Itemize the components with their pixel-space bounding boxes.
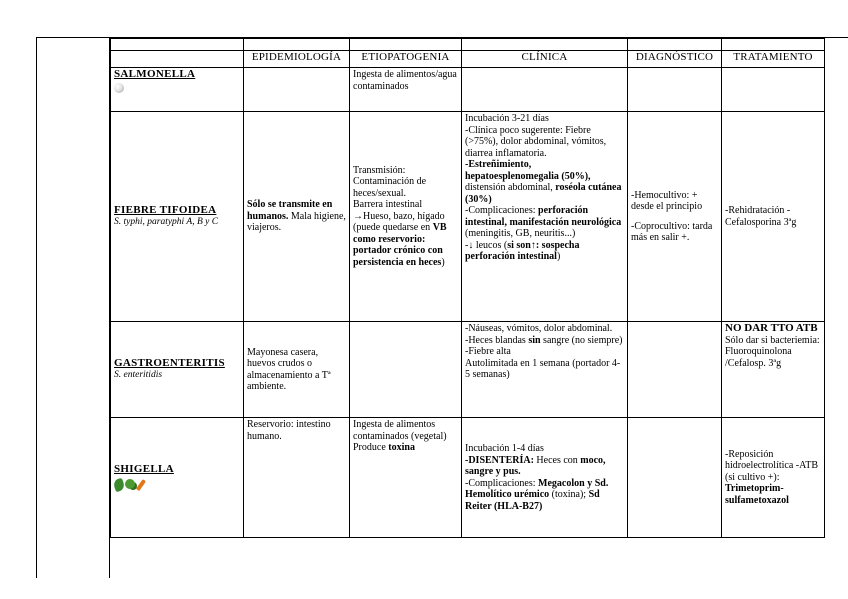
header-blank [111, 51, 244, 68]
egg-icon [114, 83, 124, 93]
tifoidea-cli-incubacion: Incubación 3-21 días [465, 113, 549, 124]
tifoidea-epi-bold: Sólo se transmite en humanos. [247, 199, 333, 222]
shigella-trat-trimetoprim: Trimetoprim-sulfametoxazol [725, 483, 789, 506]
header-etiopatogenia: ETIOPATOGENIA [350, 51, 462, 68]
shigella-name: SHIGELLA [114, 463, 174, 476]
tifoidea-etio-close: ) [441, 256, 445, 268]
shigella-etio-produce: Produce [353, 442, 386, 453]
row-tifoidea [111, 112, 825, 322]
tifoidea-etio-barrera: Barrera intestinal →Hueso, bazo, hígado (puede quedarse en [353, 199, 445, 234]
shigella-epi: Reservorio: intestino humano. [244, 418, 350, 538]
shigella-cli-complicaciones: -Complicaciones: [465, 477, 536, 489]
tifoidea-cli-leucos: -↓ leucos ( [465, 239, 508, 251]
salmonella-name: SALMONELLA [114, 68, 196, 80]
tifoidea-etio-transmision: Transmisión: Contaminación de heces/sexual. [353, 164, 427, 199]
tifoidea-cli-complicaciones: -Complicaciones: [465, 205, 536, 216]
bacteria-table [110, 38, 825, 538]
row-shigella [111, 418, 825, 538]
empty-row [111, 39, 825, 51]
tifoidea-etio-vb: VB [432, 222, 447, 234]
tifoidea-cli-close: ) [556, 251, 561, 262]
shigella-cli-megacolon: Megacolon y Sd. Hemolítico urémico [465, 477, 609, 500]
gastro-epi: Mayonesa casera, huevos crudos o almacenamiento a Tª ambiente. [244, 322, 350, 418]
header-diagnostico: DIAGNÓSTICO [628, 51, 722, 68]
carrot-icon [136, 479, 146, 491]
row-salmonella [111, 68, 825, 112]
tifoidea-name: FIEBRE TIFOIDEA [114, 204, 217, 216]
tifoidea-diag-coprocultivo: -Coprocultivo: tarda más en salir +. [631, 220, 713, 243]
tifoidea-cli-roseola: roséola cutánea (30%) [465, 182, 622, 205]
gastro-cli-heces: -Heces blandas [465, 334, 526, 346]
tifoidea-etio-reservorio: como reservorio: portador crónico con persistencia en heces [353, 233, 443, 268]
row-gastroenteritis [111, 322, 825, 418]
tifoidea-diag-hemocultivo: -Hemocultivo: + desde el principio [631, 189, 703, 212]
tifoidea-cli-perforacion: perforación intestinal, manifestación neurológica [465, 205, 622, 228]
gastro-cli-nauseas: -Náuseas, vómitos, dolor abdominal. [465, 323, 613, 334]
header-tratamiento: TRATAMIENTO [722, 51, 825, 68]
shigella-cli-toxina: (toxina); [551, 489, 587, 500]
shigella-cli-heces: Heces con [536, 454, 578, 466]
shigella-cli-incubacion: Incubación 1-4 días [465, 443, 544, 454]
header-row [111, 51, 825, 68]
shigella-trat-reposicion: -Reposición hidroelectrolítica -ATB (si cultivo +): [725, 448, 819, 483]
lettuce-icon [112, 477, 126, 492]
tifoidea-species: S. typhi, paratyphi A, B y C [114, 216, 219, 227]
shigella-etio-toxina: toxina [388, 442, 415, 453]
tifoidea-cli-meningitis: (meningitis, GB, neuritis...) [465, 228, 576, 239]
tifoidea-cli-sospecha: si son↑: sospecha perforación intestinal [465, 239, 580, 262]
shigella-etio-ingesta: Ingesta de alimentos contaminados (vegetal) [353, 419, 447, 442]
shigella-cli-reiter: Sd Reiter (HLA-B27) [465, 489, 600, 512]
shigella-cli-disenteria: -DISENTERÍA: [465, 454, 534, 466]
header-epidemiologia: EPIDEMIOLOGÍA [244, 51, 350, 68]
gastro-cli-fiebre: -Fiebre alta [465, 346, 511, 357]
broccoli-icon [125, 479, 135, 489]
gastro-trat-no-atb: NO DAR TTO ATB [725, 322, 818, 334]
salmonella-etio: Ingesta de alimentos/agua contaminados [350, 68, 462, 112]
vegetables-icon [114, 479, 240, 491]
gastro-cli-sangre: sangre (no siempre) [543, 334, 623, 346]
tifoidea-tratamiento: -Rehidratación -Cefalosporina 3ªg [722, 112, 825, 322]
gastro-cli-autolimitada: Autolimitada en 1 semana (portador 4-5 semanas) [465, 357, 621, 380]
gastro-name: GASTROENTERITIS [114, 357, 225, 369]
tifoidea-cli-estrenimiento: -Estreñimiento, hepatoesplenomegalia (50%), [465, 159, 591, 182]
gastro-species: S. enteritidis [114, 369, 163, 380]
shigella-cli-moco: moco, sangre y pus. [465, 454, 606, 477]
gastro-cli-sin: sin [528, 334, 541, 346]
header-clinica: CLÍNICA [462, 51, 628, 68]
tifoidea-cli-clinica: -Clínica poco sugerente: Fiebre (>75%), dolor abdominal, vómitos, diarrea inflamatoria. [465, 124, 607, 159]
tifoidea-cli-distension: distensión abdominal, [465, 182, 553, 193]
gastro-trat-text: Sólo dar si bacteriemia: Fluoroquinolona /Cefalosp. 3ªg [725, 334, 820, 369]
tifoidea-epi-text: Mala higiene, viajeros. [247, 210, 346, 234]
